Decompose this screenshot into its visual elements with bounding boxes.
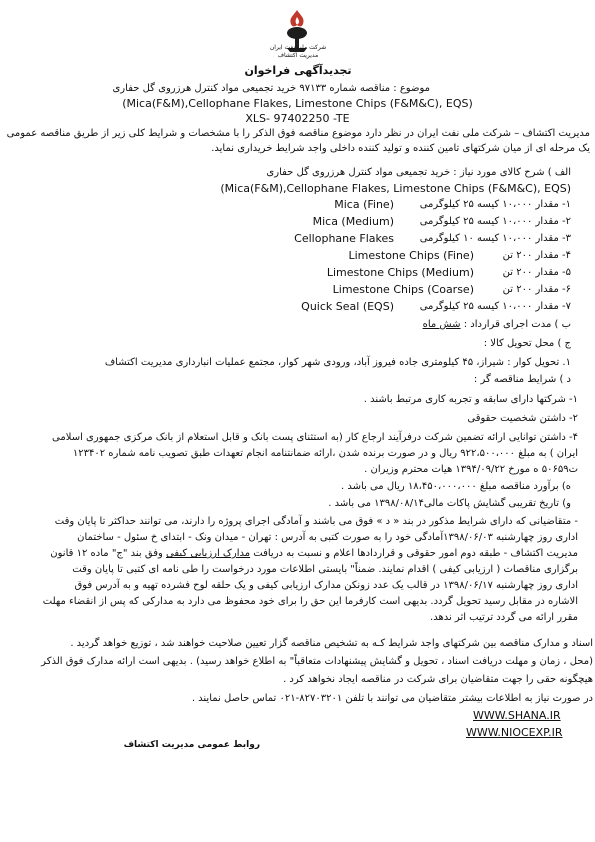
section-c-item-1: ۱. تحویل کوار : شیراز، ۴۵ کیلومتری جاده فیروز آباد، ورودی شهر کوار، مجتمع عملیات انبارداری مدیریت اکتشاف (104, 357, 571, 368)
section-b (391, 318, 571, 331)
body-line-3: مدیریت اکتشاف - طبقه دوم امور حقوقی و قراردادها اعلام و نسبت به دریافت مدارک ارزیابی کیفی وفق بند "ج" ماده ۱۲ قانون (50, 548, 578, 559)
section-h: ه) برآورد مناقصه مبلغ ۱۸،۴۵۰،۰۰۰،۰۰۰ ریال می باشد . (340, 481, 571, 492)
section-d-item-1: ۱- شرکتها دارای سابقه و تجربه کاری مرتبط باشند . (363, 394, 578, 405)
subject-line: موضوع : مناقصه شماره ۹۷۱۳۳ خرید تجمیعی مواد کنترل هرزروی گل حفاری (112, 83, 430, 94)
contact-line: در صورت نیاز به اطلاعات بیشتر متقاضیان می توانند با تلفن ۸۲۷۰۳۲۰۱-۰۲۱ تماس حاصل نمایند . (191, 693, 593, 704)
body-line-7: مقرر ارائه می گردد ترتیب اثر ندهد. (430, 612, 578, 623)
section-d-item-4-line-2: ایران ) به مبلغ ۹۲۲،۵۰۰،۰۰۰ ریال و در صورت برنده شدن ،ارائه ضمانتنامه انجام تعهدات طبق تصویب نامه شماره ۱۲۳۴۰۲ (72, 448, 578, 459)
logo-text: شرکت ملی نفت ایران (269, 44, 327, 51)
niocexp-link[interactable]: WWW.NIOCEXP.IR (466, 726, 563, 739)
section-d-title: د ) شرایط مناقصه گر : (473, 374, 571, 385)
section-a-title: الف ) شرح کالای مورد نیاز : خرید تجمیعی مواد کنترل هرزروی گل حفاری (266, 167, 571, 178)
body-line-6: الاشاره در مقابل رسید تحویل گردد. بدیهی است کارفرما این حق را برای خود محفوظ می دارد به مدارکی که پس از انقضاء مهلت (42, 596, 578, 607)
body-line-1: - متقاضیانی که دارای شرایط مذکور در بند « د » فوق می باشند و آمادگی اجرای پروژه را دارند، می توانند حداکثر تا پایان وقت (54, 516, 578, 527)
section-d-item-4-line-3: ت۵۰۶۵۹ ه مورخ ۱۳۹۴/۰۹/۲۲ هیات محترم وزیران . (364, 464, 578, 475)
tender-code: XLS- 97402250 -TE (245, 112, 350, 125)
closing-line-3: هیچگونه حقی را جهت متقاضیان برای شرکت در مناقصه ایجاد نخواهد کرد . (283, 674, 593, 685)
section-v: و) تاریخ تقریبی گشایش پاکات مالی۱۳۹۸/۰۸/۱۴ می باشد . (328, 498, 571, 509)
logo-subtext: مدیریت اکتشاف (277, 52, 319, 59)
closing-line-2: (محل ، زمان و مهلت دریافت اسناد ، تحویل و گشایش پیشنهادات متعاقباً" به اطلاع خواهد رسید) . بدیهی است ارائه مدارک فوق الذکر (41, 656, 593, 667)
section-d-item-4-line-1: ۴- داشتن توانایی ارائه تضمین شرکت درفرآیند ارجاع کار (به استثنای پست بانک و قابل استعلام از بانک مرکزی جمهوری اسلامی (52, 432, 578, 443)
section-c-title: ج ) محل تحویل کالا : (483, 338, 571, 349)
closing-line-1: اسناد و مدارک مناقصه بین شرکتهای واجد شرایط کـه به تشخیص مناقصه گزار تعیین صلاحیت خواهند شد ، توزیع خواهد گردید . (70, 638, 593, 649)
section-d-item-2: ۲- داشتن شخصیت حقوقی (467, 413, 578, 424)
section-a-products: (Mica(F&M),Cellophane Flakes, Limestone Chips (F&M&C), EQS) (220, 182, 571, 195)
quality-docs-link: مدارک ارزیابی کیفی (166, 548, 251, 559)
products-line: (Mica(F&M),Cellophane Flakes, Limestone Chips (F&M&C), EQS) (122, 97, 473, 110)
shana-link[interactable]: WWW.SHANA.IR (473, 709, 561, 722)
section-b-label: ب ) مدت اجرای قرارداد : (463, 319, 571, 330)
body-line-4: برگزاری مناقصات ( ارزیابی کیفی ) اقدام نمایند. ضمناً" بایستی اطلاعات مورد درخواست را طی نامه ای کتبی تا پایان وقت (72, 564, 578, 575)
body-line-2: اداری روز چهارشنبه ۱۳۹۸/۰۶/۰۳آمادگی خود را به صورت کتبی به آدرس : تهران - میدان ونک - ابتدای خ سئول - ساختمان (77, 532, 578, 543)
section-b-value: شش ماه (422, 319, 461, 330)
footer-signature: روابط عمومی مدیریت اکتشاف (123, 740, 260, 750)
intro-line-2: یک مرحله ای از میان شرکتهای تامین کننده و تولید کننده داخلی واجد شرایط خریداری نماید. (211, 143, 590, 154)
body-line-5: اداری روز چهارشنبه ۱۳۹۸/۰۶/۱۷ در قالب یک عدد زونکن مدارک ارزیابی کیفی و یک حلقه لوح فشرده تهیه و به آدرس فوق (74, 580, 578, 591)
page-title: تجدیدآگهی فراخوان (244, 64, 352, 77)
intro-line-1: مدیریت اکتشاف – شرکت ملی نفت ایران در نظر دارد موضوع مناقصه فوق الذکر را با مشخصات و شرایط کلی زیر از طریق مناقصه عمومی (6, 128, 590, 139)
